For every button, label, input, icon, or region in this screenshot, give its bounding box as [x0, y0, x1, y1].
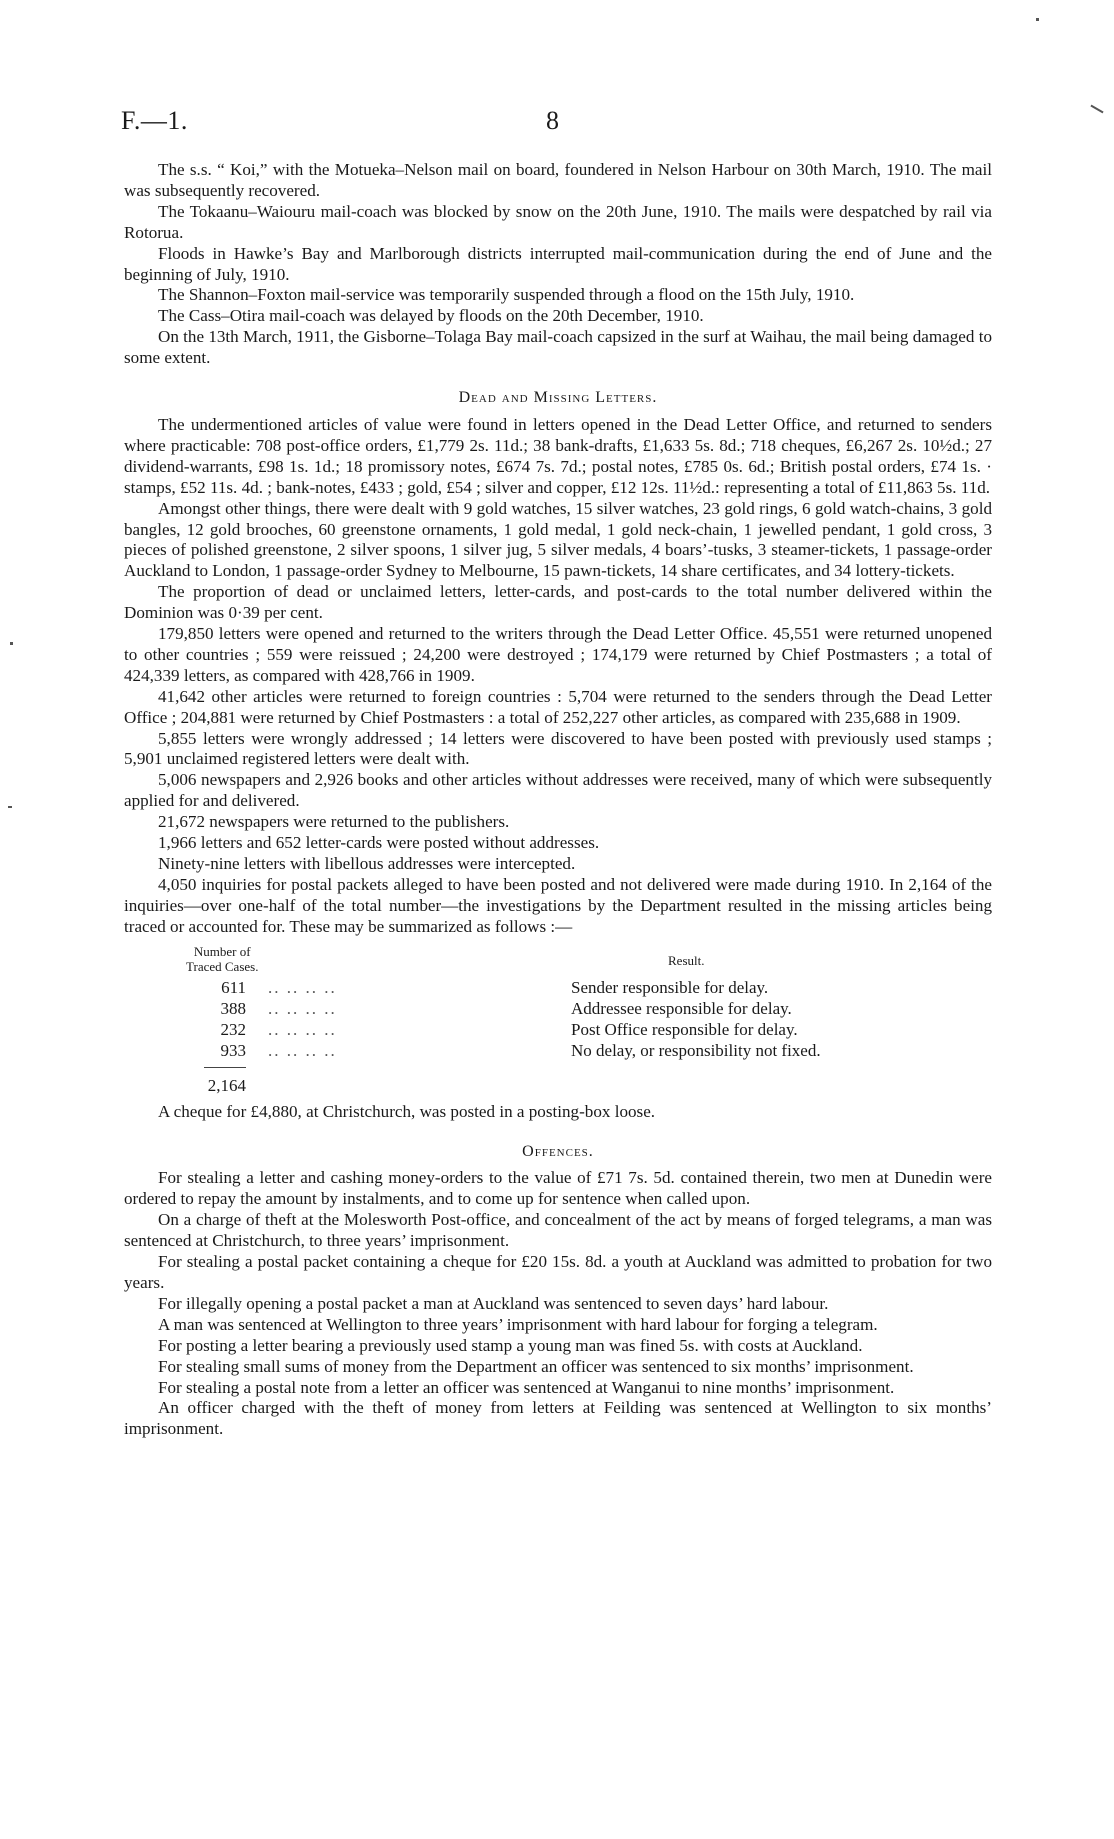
traced-count: 232: [220, 1019, 246, 1039]
document-body: [124, 160, 992, 1440]
paragraph: 179,850 letters were opened and returned to the writers through the Dead Letter Office. 45,551 were returned unopened to other countries ; 559 were reissued ; 24,200 were destroyed ; 174,179 were returned by Chief Postmasters ; a total of 424,339 letters, as compared with 428,766 in 1909.: [124, 624, 992, 685]
section-heading: Offences.: [522, 1142, 594, 1160]
dot-leader: .. .. .. ..: [268, 998, 337, 1018]
paragraph: For stealing small sums of money from the Department an officer was sentenced to six months’ imprisonment.: [158, 1356, 914, 1376]
result-text: Sender responsible for delay.: [571, 977, 769, 997]
dot-leader: .. .. .. ..: [268, 1019, 337, 1039]
paragraph: The Cass–Otira mail-coach was delayed by floods on the 20th December, 1910.: [158, 306, 704, 326]
paragraph: The s.s. “ Koi,” with the Motueka–Nelson mail on board, foundered in Nelson Harbour on 30th March, 1910. The mail was subsequently recovered.: [124, 160, 992, 200]
document-reference: F.—1.: [121, 106, 188, 135]
traced-count: 933: [220, 1040, 246, 1060]
paragraph: The Tokaanu–Waiouru mail-coach was blocked by snow on the 20th June, 1910. The mails were despatched by rail via Rotorua.: [124, 201, 992, 242]
table-row: [124, 1020, 992, 1041]
page-number: 8: [546, 106, 559, 135]
paragraph: 21,672 newspapers were returned to the publishers.: [158, 812, 510, 832]
table-row: [124, 978, 992, 999]
section-heading: Dead and Missing Letters.: [458, 389, 658, 407]
dot-leader: .. .. .. ..: [268, 977, 337, 997]
paragraph: For stealing a postal packet containing a cheque for £20 15s. 8d. a youth at Auckland was admitted to probation for two years.: [124, 1252, 992, 1292]
table-row: [124, 1041, 992, 1062]
dot-leader: .. .. .. ..: [268, 1040, 337, 1060]
table-total: 2,164: [207, 1075, 246, 1095]
table-header-result: Result.: [668, 952, 705, 968]
paragraph: For stealing a postal note from a letter an officer was sentenced at Wanganui to nine months’ imprisonment.: [158, 1377, 895, 1397]
paragraph: 5,006 newspapers and 2,926 books and other articles without addresses were received, many of which were subsequently applied for and delivered.: [124, 770, 992, 811]
scan-speck: [1090, 105, 1103, 114]
scan-speck: [1036, 18, 1039, 21]
paragraph: 5,855 letters were wrongly addressed ; 14 letters were discovered to have been posted with previously used stamps ; 5,901 unclaimed registered letters were dealt with.: [124, 728, 992, 769]
paragraph: On a charge of theft at the Molesworth Post-office, and concealment of the act by means of forged telegrams, a man was sentenced at Christchurch, to three years’ imprisonment.: [124, 1210, 992, 1251]
paragraph: Floods in Hawke’s Bay and Marlborough districts interrupted mail-communication during the end of June and the beginning of July, 1910.: [124, 243, 992, 284]
result-text: Post Office responsible for delay.: [571, 1019, 798, 1039]
scan-speck: [10, 642, 13, 645]
paragraph: For stealing a letter and cashing money-orders to the value of £71 7s. 5d. contained therein, two men at Dunedin were ordered to repay the amount by instalments, and to come up for sentence when called upon.: [124, 1168, 992, 1209]
paragraph: The proportion of dead or unclaimed letters, letter-cards, and post-cards to the total number delivered within the Dominion was 0·39 per cent.: [124, 582, 992, 623]
table-row: [124, 999, 992, 1020]
paragraph: 1,966 letters and 652 letter-cards were posted without addresses.: [158, 833, 600, 853]
offences-section: [124, 1142, 992, 1441]
scan-speck: [8, 806, 12, 808]
result-text: Addressee responsible for delay.: [571, 998, 792, 1018]
paragraph: 4,050 inquiries for postal packets alleged to have been posted and not delivered were made during 1910. In 2,164 of the inquiries—over one-half of the total number—the investigations by the Department resulted in the missing articles being traced or accounted for. These may be summarized as follows :—: [124, 874, 992, 936]
traced-count: 611: [221, 977, 246, 997]
paragraph: An officer charged with the theft of money from letters at Feilding was sentenced at Wellington to six months’ imprisonment.: [124, 1398, 992, 1439]
table-header-number: Number of Traced Cases.: [186, 943, 259, 974]
dead-letters-section: [124, 388, 992, 1122]
paragraph: Amongst other things, there were dealt with 9 gold watches, 15 silver watches, 23 gold rings, 6 gold watch-chains, 3 gold bangles, 12 gold brooches, 60 greenstone ornaments, 1 gold medal, 1 gold neck-chain, 1 jewelled pendant, 1 gold cross, 3 pieces of polished greenstone, 2 silver spoons, 1 silver jug, 5 silver medals, 4 boars’-tusks, 3 steamer-tickets, 1 passage-order Auckland to London, 1 passage-order Sydney to Melbourne, 15 pawn-tickets, 14 share certificates, and 34 lottery-tickets.: [124, 498, 992, 581]
paragraph: On the 13th March, 1911, the Gisborne–Tolaga Bay mail-coach capsized in the surf at Waihau, the mail being damaged to some extent.: [124, 327, 992, 368]
traced-count: 388: [220, 998, 246, 1018]
paragraph: 41,642 other articles were returned to foreign countries : 5,704 were returned to the senders through the Dead Letter Office ; 204,881 were returned by Chief Postmasters : a total of 252,227 other articles, as compared with 235,688 in 1909.: [124, 686, 992, 727]
traced-cases-table: [124, 944, 992, 1094]
total-rule: [204, 1067, 246, 1068]
paragraph: A man was sentenced at Wellington to three years’ imprisonment with hard labour for forging a telegram.: [158, 1314, 878, 1334]
paragraph: The undermentioned articles of value were found in letters opened in the Dead Letter Office, and returned to senders where practicable: 708 post-office orders, £1,779 2s. 11d.; 38 bank-drafts, £1,633 5s. 8d.; 718 cheques, £6,267 2s. 10½d.; 27 dividend-warrants, £98 1s. 1d.; 18 promissory notes, £674 7s. 7d.; postal notes, £785 0s. 6d.; British postal orders, £74 1s. · stamps, £52 11s. 4d. ; bank-notes, £433 ; gold, £54 ; silver and copper, £12 12s. 11½d.: representing a total of £11,863 5s. 11d.: [124, 414, 992, 497]
paragraph: For posting a letter bearing a previously used stamp a young man was fined 5s. with costs at Auckland.: [158, 1335, 863, 1355]
paragraph: The Shannon–Foxton mail-service was temporarily suspended through a flood on the 15th July, 1910.: [158, 285, 855, 305]
paragraph: Ninety-nine letters with libellous addresses were intercepted.: [158, 854, 576, 873]
mail-disruptions-section: [124, 160, 992, 369]
paragraph: A cheque for £4,880, at Christchurch, was posted in a posting-box loose.: [158, 1101, 656, 1121]
result-text: No delay, or responsibility not fixed.: [571, 1040, 821, 1060]
paragraph: For illegally opening a postal packet a man at Auckland was sentenced to seven days’ hard labour.: [158, 1293, 829, 1313]
